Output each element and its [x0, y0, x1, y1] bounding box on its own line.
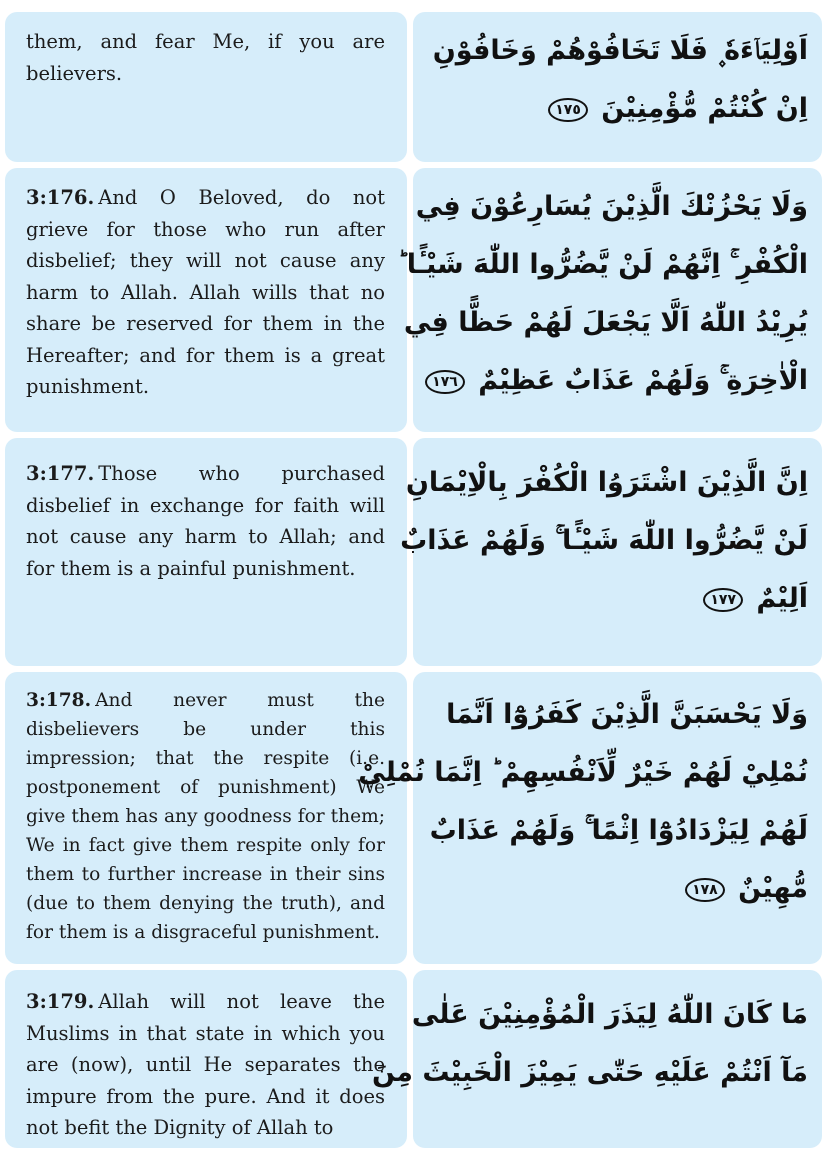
arabic-verse-cell [413, 12, 822, 162]
arabic-line [425, 860, 808, 918]
english-translation-cell [5, 168, 407, 432]
english-text [26, 686, 385, 947]
english-text [26, 26, 385, 89]
translation-body: them, and fear Me, if you are believers. [26, 30, 385, 85]
arabic-line: لَهُمْ لِيَزْدَادُوْٓا اِثْمًا ۚ وَلَهُمْ عَذَابٌ [429, 815, 808, 846]
verse-end-marker: ١٧٦ [425, 370, 465, 394]
arabic-line: يُرِيْدُ اللّٰهُ اَلَّا يَجْعَلَ لَهُمْ حَظًّا فِي [403, 307, 808, 338]
arabic-line-text: اِنْ كُنْتُمْ مُّؤْمِنِيْنَ [601, 93, 808, 124]
arabic-verse-cell [371, 970, 822, 1148]
verse-end-marker: ١٧٨ [685, 878, 725, 902]
english-text [26, 458, 385, 584]
verse-end-marker: ١٧٥ [548, 98, 588, 122]
translation-body: Allah will not leave the Muslims in that state in which you are (now), until He separates the impure from the pure. And it does not befit the Dignity of Allah to [26, 990, 385, 1139]
arabic-line: لَنْ يَّضُرُّوا اللّٰهَ شَيْـًٔا ۚ وَلَهُمْ عَذَابٌ [400, 525, 808, 556]
arabic-line [425, 570, 808, 628]
arabic-line: اِنَّ الَّذِيْنَ اشْتَرَوُا الْكُفْرَ بِالْاِيْمَانِ [405, 467, 808, 498]
arabic-line [425, 80, 808, 138]
arabic-verse-cell [397, 168, 822, 432]
translation-body: Those who purchased disbelief in exchange for faith will not cause any harm to Allah; and for them is a painful punishment. [26, 462, 385, 580]
arabic-line-text: الْاٰخِرَةِ ۚ وَلَهُمْ عَذَابٌ عَظِيْمٌ [478, 365, 808, 396]
english-text [26, 986, 385, 1144]
arabic-line: نُمْلِيْ لَهُمْ خَيْرٌ لِّاَنْفُسِهِمْ ؕ اِنَّمَا نُمْلِيْ [358, 757, 808, 788]
arabic-line-text: اَلِيْمٌ [756, 583, 808, 614]
arabic-line: وَلَا يَحْسَبَنَّ الَّذِيْنَ كَفَرُوْٓا اَنَّمَا [446, 699, 808, 730]
english-translation-cell [5, 672, 407, 964]
arabic-line-text: مُّهِيْنٌ [738, 873, 808, 904]
translation-body: And O Beloved, do not grieve for those who run after disbelief; they will not cause any harm to Allah. Allah wills that no share be reserved for them in the Hereafter; and for them is a great punishment. [26, 186, 385, 398]
verse-reference: 3:176. [26, 186, 95, 209]
arabic-line [425, 352, 808, 410]
english-translation-cell [5, 12, 407, 162]
english-translation-cell [5, 970, 407, 1148]
arabic-line: مَآ اَنْتُمْ عَلَيْهِ حَتّٰى يَمِيْزَ الْخَبِيْثَ مِنَ [371, 1057, 808, 1088]
verse-end-marker: ١٧٧ [703, 588, 743, 612]
english-text [26, 182, 385, 403]
verse-row-177 [5, 438, 822, 666]
english-translation-cell [5, 438, 407, 666]
verse-reference: 3:179. [26, 990, 95, 1013]
verse-row-179 [5, 970, 822, 1148]
verse-reference: 3:177. [26, 462, 95, 485]
arabic-line: مَا كَانَ اللّٰهُ لِيَذَرَ الْمُؤْمِنِيْنَ عَلٰى [411, 999, 808, 1030]
arabic-line: الْكُفْرِ ۚ اِنَّهُمْ لَنْ يَّضُرُّوا اللّٰهَ شَيْـًٔا ؕ [397, 249, 808, 280]
arabic-verse-cell [400, 438, 822, 666]
arabic-line: وَلَا يَحْزُنْكَ الَّذِيْنَ يُسَارِعُوْنَ فِي [415, 191, 808, 222]
verse-reference: 3:178. [26, 690, 92, 711]
arabic-line: اَوْلِيَاۤءَهٗ ۪ فَلَا تَخَافُوْهُمْ وَخَافُوْنِ [432, 35, 808, 66]
verse-row-175 [5, 12, 822, 162]
verse-row-176 [5, 168, 822, 432]
verse-row-178 [5, 672, 822, 964]
translation-body: And never must the disbelievers be under this impression; that the respite (i.e. postponement of punishment) We give them has any goodness for them; We in fact give them respite only for them to further increase in their sins (due to them denying the truth), and for them is a disgraceful punishment. [26, 690, 385, 943]
arabic-verse-cell [358, 672, 822, 964]
